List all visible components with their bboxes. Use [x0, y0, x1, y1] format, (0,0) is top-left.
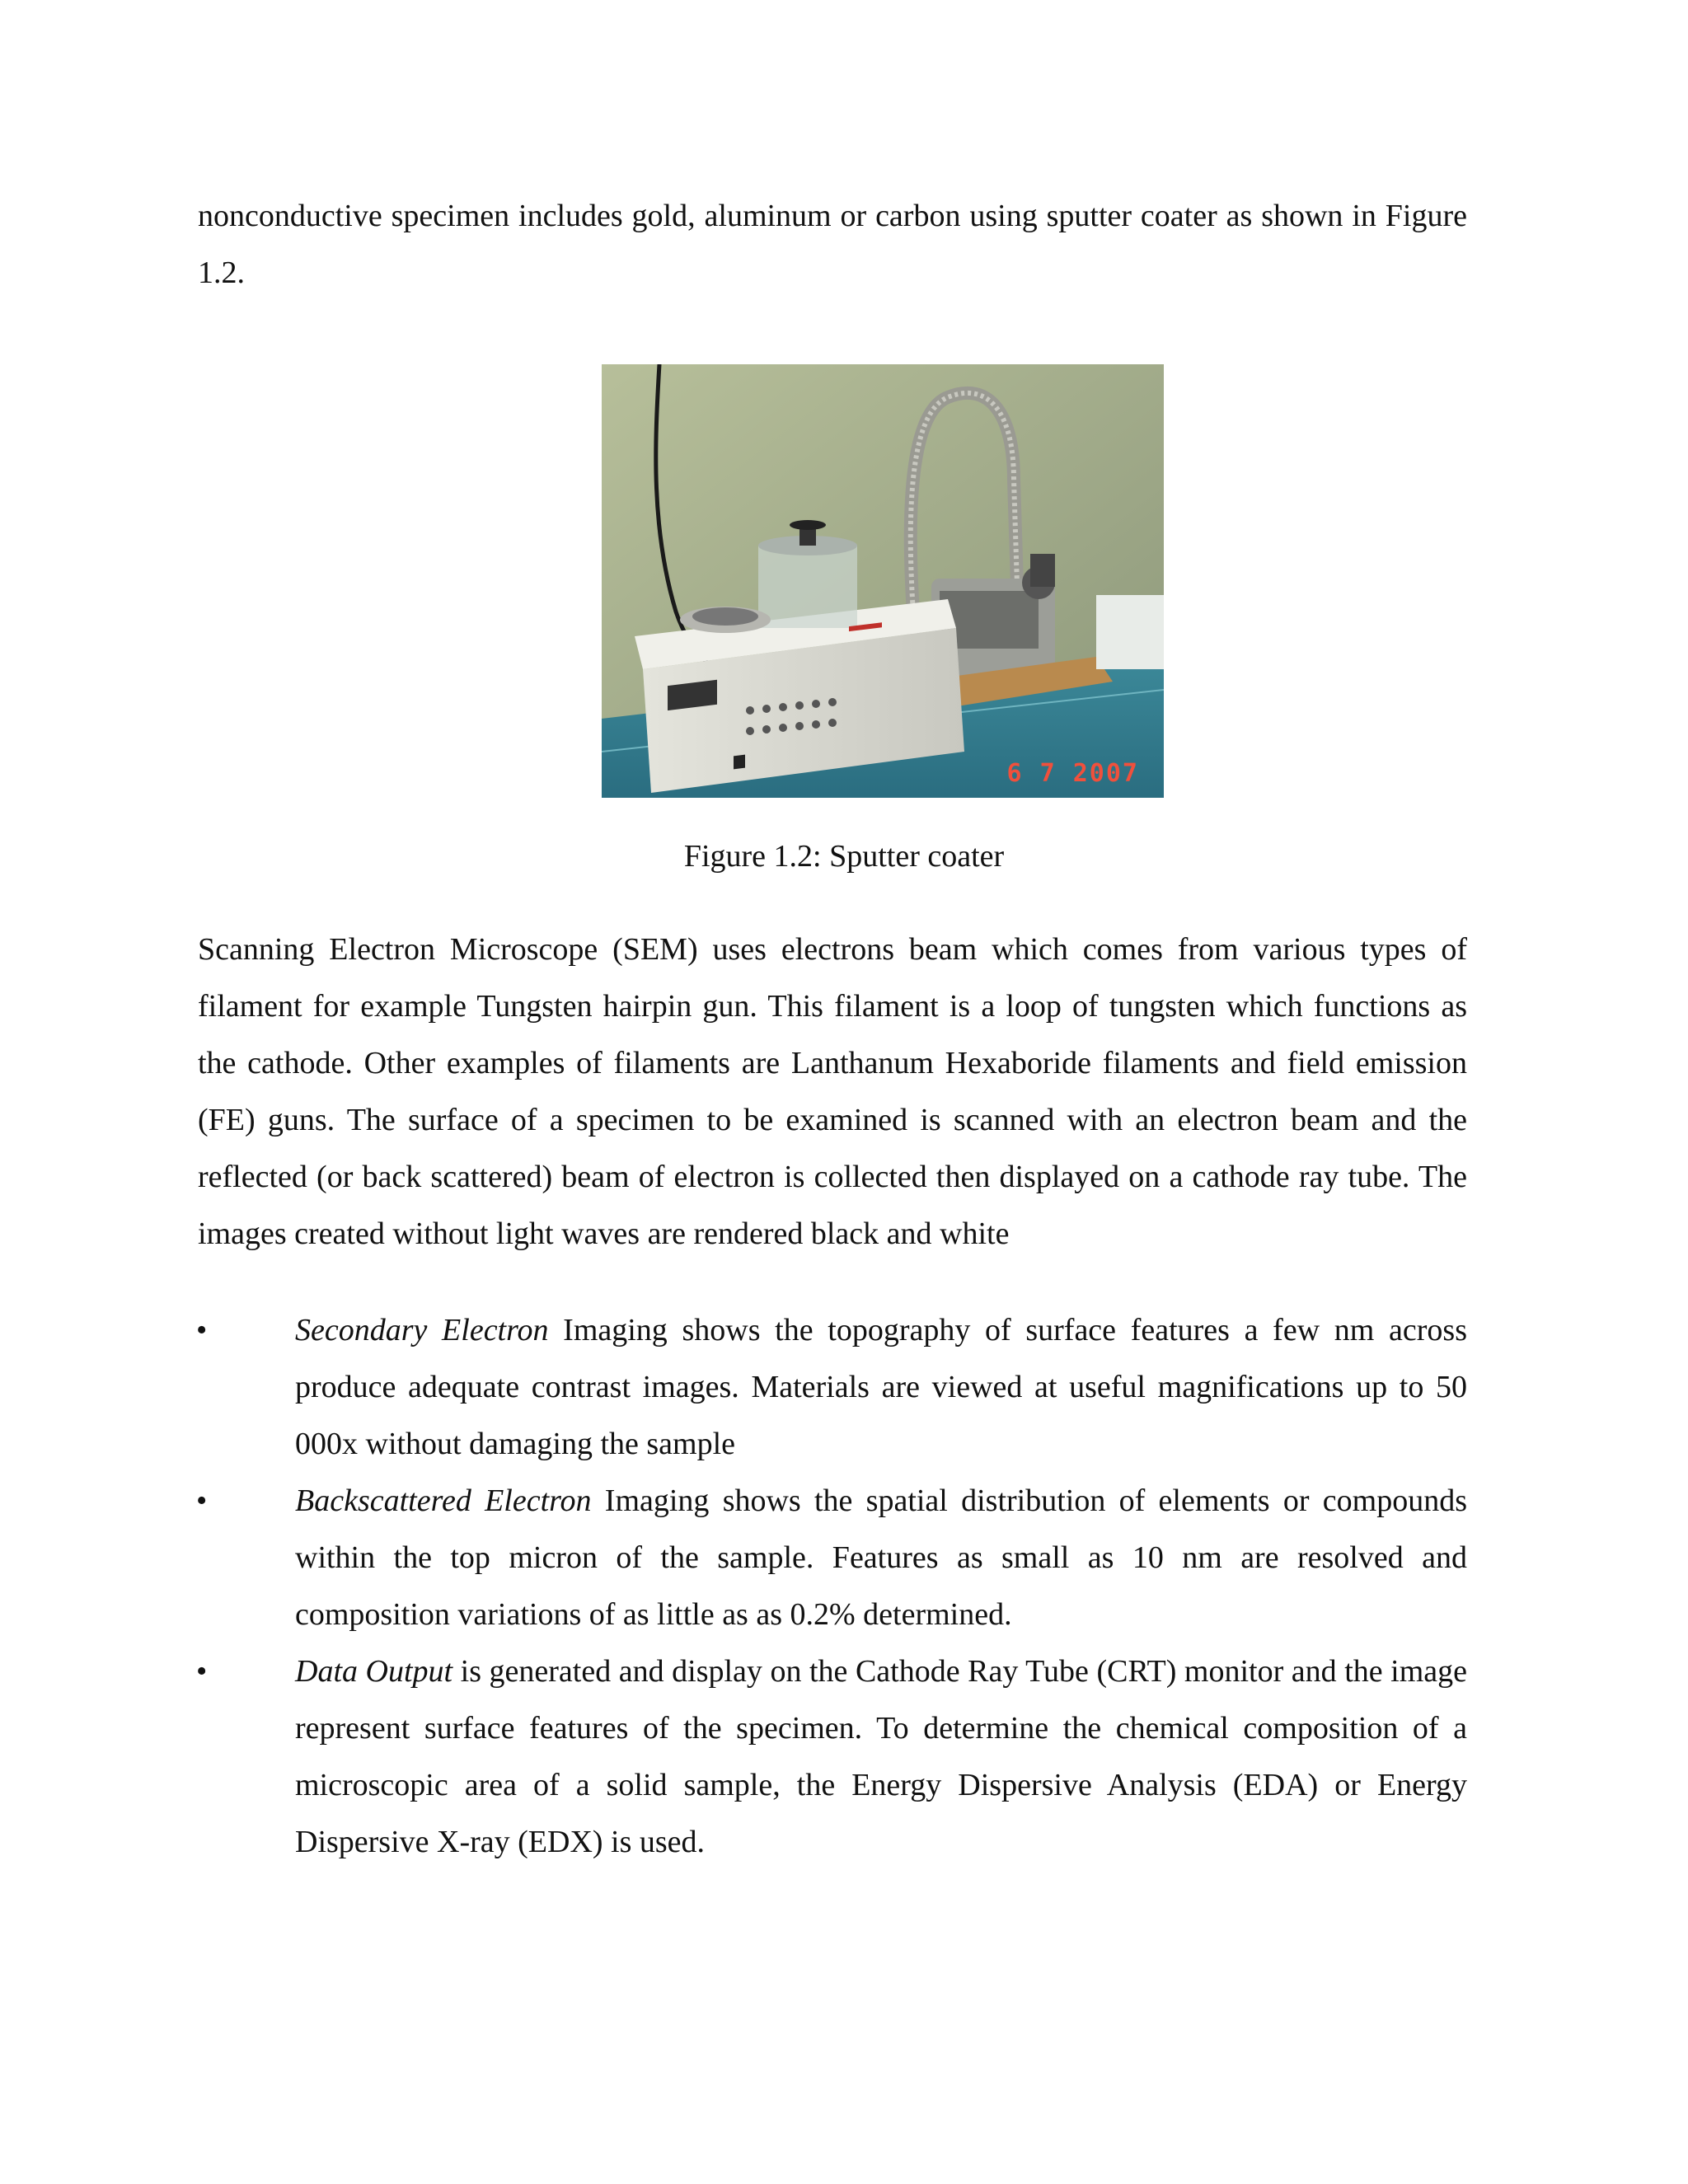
- imaging-modes-list: [0, 1302, 1688, 1871]
- figure-caption: Figure 1.2: Sputter coater: [683, 839, 1005, 874]
- list-item-term: Data Output: [295, 1654, 453, 1689]
- list-item-body: Imaging shows the spatial distribution of elements or compounds within the top micron of the sample. Features as small as 10 nm are resolved and composition variations of as little as as 0.2% determined.: [295, 1483, 1467, 1632]
- list-item-text: [295, 1643, 1467, 1871]
- list-item-term: Backscattered Electron: [295, 1483, 592, 1518]
- sputter-coater-photo: [602, 364, 1164, 798]
- bullet-marker: •: [196, 1313, 208, 1347]
- list-item-text: [295, 1302, 1467, 1473]
- intro-paragraph: nonconductive specimen includes gold, aluminum or carbon using sputter coater as shown in Figure 1.2.: [198, 199, 1467, 290]
- list-item: [0, 1302, 1688, 1473]
- photo-date-stamp: 6 7 2007: [1006, 759, 1139, 788]
- list-item-term: Secondary Electron: [295, 1313, 549, 1347]
- bullet-marker: •: [196, 1483, 208, 1518]
- bullet-marker: •: [196, 1654, 208, 1689]
- sputter-coater-illustration: [602, 364, 1164, 798]
- list-item-body: Imaging shows the topography of surface features a few nm across produce adequate contrast images. Materials are viewed at useful magnifications up to 50 000x without damaging the sample: [295, 1313, 1467, 1461]
- list-item-text: [295, 1473, 1467, 1643]
- list-item: [0, 1473, 1688, 1643]
- list-item: [0, 1643, 1688, 1871]
- sem-paragraph: Scanning Electron Microscope (SEM) uses electrons beam which comes from various types of filament for example Tungsten hairpin gun. This filament is a loop of tungsten which functions as the cathode. Other examples of filaments are Lanthanum Hexaboride filaments and field emission (FE) guns. The surface of a specimen to be examined is scanned with an electron beam and the reflected (or back scattered) beam of electron is collected then displayed on a cathode ray tube. The images created without light waves are rendered black and white: [198, 932, 1467, 1251]
- list-item-body: is generated and display on the Cathode Ray Tube (CRT) monitor and the image represent surface features of the specimen. To determine the chemical composition of a microscopic area of a solid sample, the Energy Dispersive Analysis (EDA) or Energy Dispersive X-ray (EDX) is used.: [295, 1654, 1467, 1859]
